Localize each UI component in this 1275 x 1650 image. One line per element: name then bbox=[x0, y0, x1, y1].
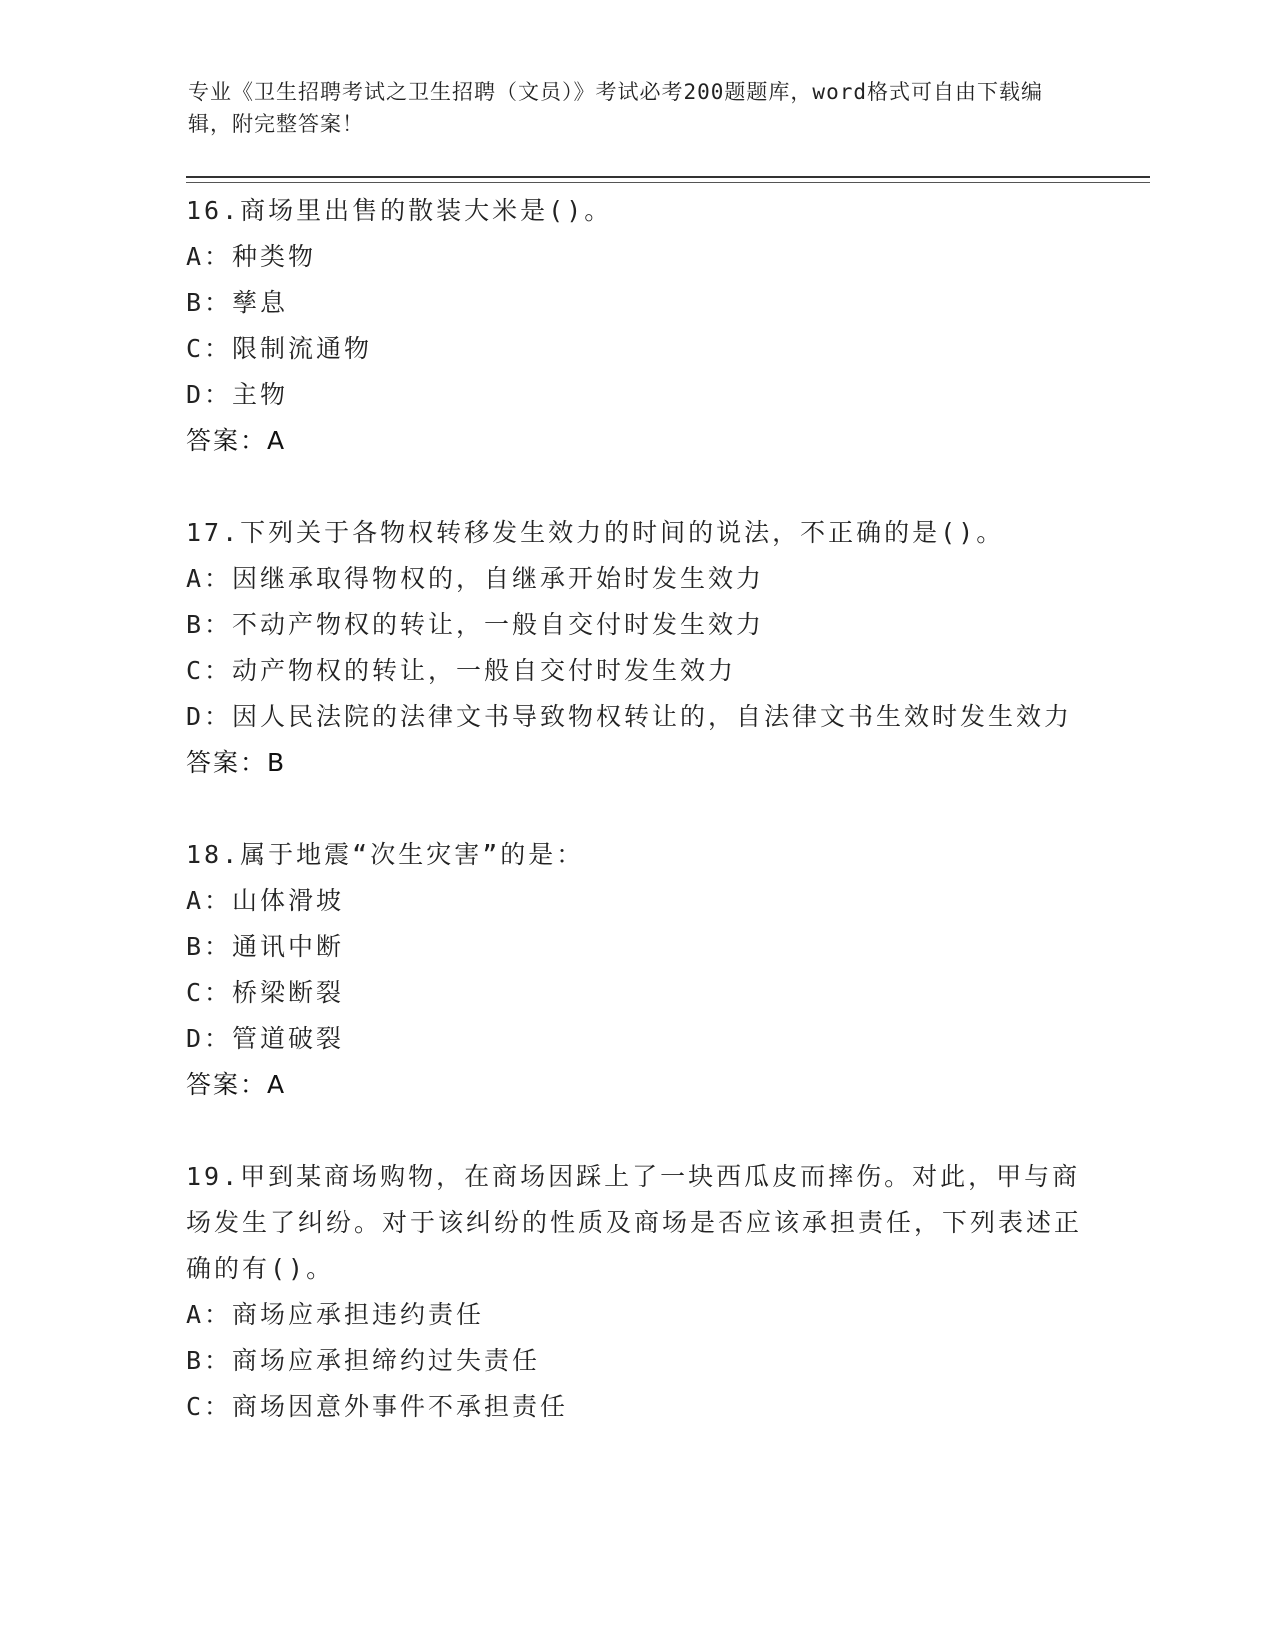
question-19 bbox=[186, 1154, 1086, 1430]
option-a: A：种类物 bbox=[186, 242, 317, 271]
question-stem: 18.属于地震“次生灾害”的是： bbox=[186, 840, 585, 869]
option-d: D：管道破裂 bbox=[186, 1024, 345, 1053]
option-a: A：商场应承担违约责任 bbox=[186, 1300, 485, 1329]
header-divider-thick bbox=[186, 176, 1150, 178]
option-b: B：商场应承担缔约过失责任 bbox=[186, 1346, 541, 1375]
question-stem: 16.商场里出售的散装大米是()。 bbox=[186, 196, 613, 225]
option-a: A：因继承取得物权的，自继承开始时发生效力 bbox=[186, 564, 765, 593]
question-18 bbox=[186, 832, 1086, 1108]
option-d: D：主物 bbox=[186, 380, 289, 409]
question-17 bbox=[186, 510, 1086, 786]
answer-line: 答案：A bbox=[186, 1070, 287, 1099]
document-header: 专业《卫生招聘考试之卫生招聘（文员）》考试必考200题题库，word格式可自由下载编辑，附完整答案！ bbox=[188, 80, 1043, 136]
option-b: B：孳息 bbox=[186, 288, 289, 317]
question-stem: 17.下列关于各物权转移发生效力的时间的说法，不正确的是()。 bbox=[186, 518, 1005, 547]
question-16 bbox=[186, 188, 1086, 464]
answer-line: 答案：B bbox=[186, 748, 287, 777]
option-c: C：动产物权的转让，一般自交付时发生效力 bbox=[186, 656, 737, 685]
option-b: B：通讯中断 bbox=[186, 932, 345, 961]
option-c: C：桥梁断裂 bbox=[186, 978, 345, 1007]
question-stem: 19.甲到某商场购物，在商场因踩上了一块西瓜皮而摔伤。对此，甲与商场发生了纠纷。对于该纠纷的性质及商场是否应该承担责任，下列表述正确的有()。 bbox=[186, 1162, 1083, 1283]
header-divider-thin bbox=[186, 182, 1150, 183]
option-c: C：限制流通物 bbox=[186, 334, 373, 363]
answer-line: 答案：A bbox=[186, 426, 287, 455]
option-c: C：商场因意外事件不承担责任 bbox=[186, 1392, 569, 1421]
question-list bbox=[186, 188, 1086, 1476]
option-a: A：山体滑坡 bbox=[186, 886, 345, 915]
option-b: B：不动产物权的转让，一般自交付时发生效力 bbox=[186, 610, 765, 639]
option-d: D：因人民法院的法律文书导致物权转让的，自法律文书生效时发生效力 bbox=[186, 702, 1073, 731]
